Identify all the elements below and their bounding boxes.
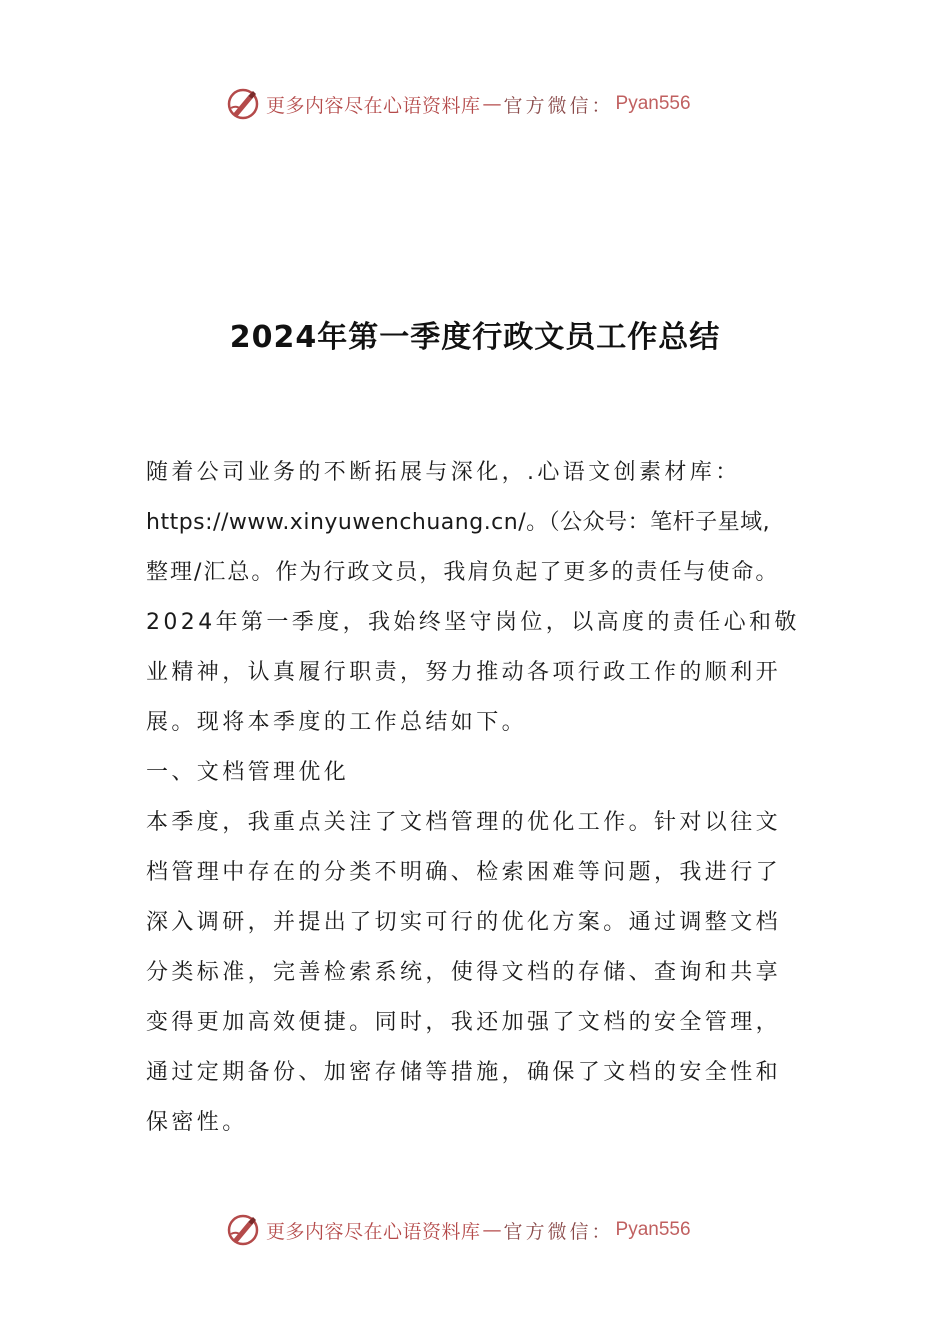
body-line: 展。现将本季度的工作总结如下。 (146, 710, 528, 735)
wechat-id: Pyan556 (615, 1219, 691, 1240)
body-line: https://www.xinyuwenchuang.cn/。（公众号：笔杆子星域, (146, 510, 771, 535)
body-line: 变得更加高效便捷。同时，我还加强了文档的安全管理， (146, 1010, 782, 1035)
body-line: 本季度，我重点关注了文档管理的优化工作。针对以往文 (146, 810, 782, 835)
body-line: 深入调研，并提出了切实可行的优化方案。通过调整文档 (146, 910, 782, 935)
footer-watermark (226, 1212, 691, 1248)
body-line: 档管理中存在的分类不明确、检索困难等问题，我进行了 (146, 860, 782, 885)
pen-logo-icon (226, 1213, 260, 1247)
wechat-label: 官方微信： (503, 1220, 614, 1243)
watermark-separator: — (482, 1219, 502, 1241)
watermark-text: 更多内容尽在心语资料库 (266, 1220, 481, 1243)
body-line: 整理/汇总。作为行政文员，我肩负起了更多的责任与使命。 (146, 560, 780, 585)
body-line: 通过定期备份、加密存储等措施，确保了文档的安全性和 (146, 1060, 782, 1085)
body-line: 保密性。 (146, 1110, 248, 1135)
wechat-id: Pyan556 (615, 93, 691, 114)
document-body (146, 448, 806, 1148)
pen-logo-icon (226, 87, 260, 121)
document-title: 2024年第一季度行政文员工作总结 (229, 320, 721, 355)
wechat-label: 官方微信： (503, 94, 614, 117)
body-line: 分类标准，完善检索系统，使得文档的存储、查询和共享 (146, 960, 782, 985)
header-watermark (226, 86, 691, 122)
watermark-text: 更多内容尽在心语资料库 (266, 94, 481, 117)
body-line: 随着公司业务的不断拓展与深化，.心语文创素材库： (146, 460, 741, 485)
section-heading: 一、文档管理优化 (146, 760, 350, 785)
watermark-separator: — (482, 93, 502, 115)
body-line: 2024年第一季度，我始终坚守岗位，以高度的责任心和敬 (146, 610, 800, 635)
body-line: 业精神，认真履行职责，努力推动各项行政工作的顺利开 (146, 660, 782, 685)
